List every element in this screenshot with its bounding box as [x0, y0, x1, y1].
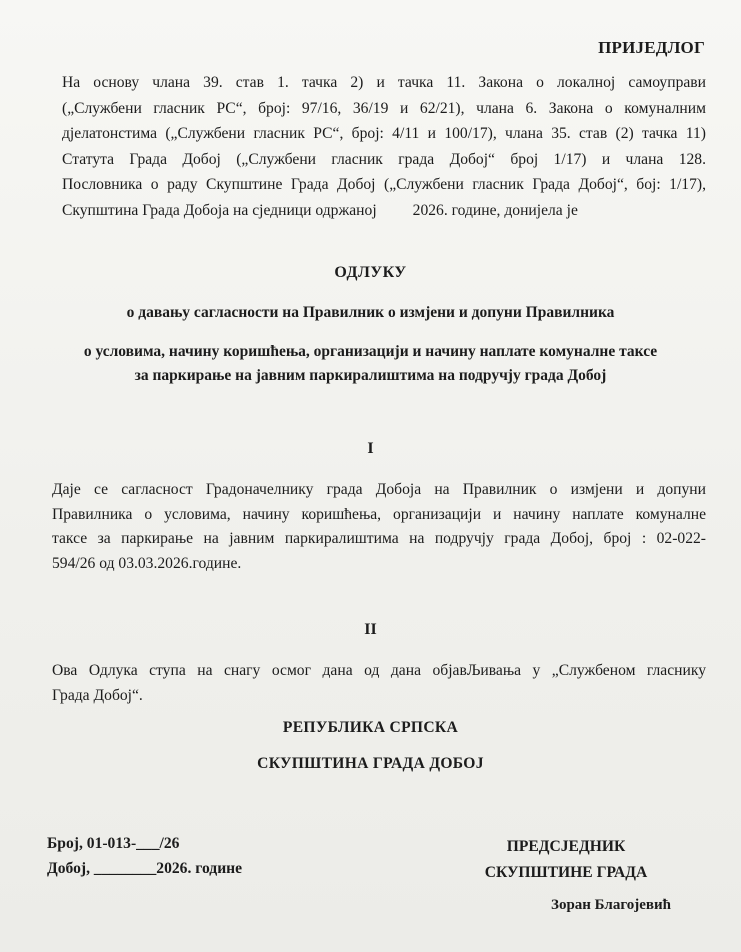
section-1-text	[52, 478, 706, 576]
decision-title: ОДЛУКУ	[334, 264, 407, 281]
reference-number: Број, 01-013-___/26	[47, 835, 180, 852]
section-2-line: Града Добој“.	[52, 686, 143, 704]
signer-name: Зоран Благојевић	[551, 897, 671, 913]
section-2-line: Ова Одлука ступа на снагу осмог дана од дана објавЉивања у „Службеном гласнику	[52, 662, 706, 679]
preamble-last-part-a: Скупштина Града Добоја на сједници одржаној	[62, 201, 377, 219]
president-title-1: ПРЕДСЈЕДНИК	[506, 838, 626, 855]
preamble-last-line	[62, 198, 706, 224]
decision-subtitle-1: о давању сагласности на Правилник о измјени и допуни Правилника	[126, 304, 615, 321]
preamble-line: дјелатонстима („Службени гласник РС“, број: 4/11 и 100/17), члана 35. став (2) тачка 11)	[62, 125, 706, 142]
proposal-label: ПРИЈЕДЛОГ	[598, 38, 705, 57]
preamble-line: („Службени гласник РС“, број: 97/16, 36/19 и 62/21), члана 6. Закона о комуналним	[62, 99, 706, 117]
preamble-last-part-b: 2026. године, донијела је	[412, 201, 578, 219]
reference-date: Добој, ________2026. године	[47, 860, 243, 877]
signature-block	[451, 834, 681, 918]
decision-subtitle-line-2: о условима, начину коришћења, организацији и начину наплате комуналне таксе	[83, 343, 658, 360]
section-1-number: I	[367, 440, 374, 457]
section-2-number: II	[364, 621, 377, 638]
section-1-line: Даје се сагласност Градоначелнику града Добоја на Правилник о измјени и допуни	[52, 481, 706, 498]
republic-heading: РЕПУБЛИКА СРПСКА	[282, 719, 459, 736]
president-title-2: СКУПШТИНЕ ГРАДА	[484, 864, 648, 881]
assembly-heading: СКУПШТИНА ГРАДА ДОБОЈ	[257, 755, 484, 772]
reference-block	[47, 831, 242, 881]
preamble-paragraph	[62, 70, 706, 223]
section-1-line: Правилника о условима, начину коришћења, организацији и начину наплате комуналне	[52, 505, 706, 523]
decision-subtitle-line-3: за паркирање на јавним паркиралиштима на подручју града Добој	[134, 367, 607, 384]
preamble-line: Статута Града Добој („Службени гласник града Добој“ број 1/17) и члана 128.	[62, 150, 706, 168]
section-1-line: таксе за паркирање на јавним паркиралиштима на подручју града Добој, број : 02-022-	[52, 530, 706, 547]
section-2-text	[52, 659, 706, 708]
section-1-line: 594/26 од 03.03.2026.године.	[52, 554, 242, 572]
preamble-line: На основу члана 39. став 1. тачка 2) и тачка 11. Закона о локалној самоуправи	[62, 74, 706, 91]
preamble-line: Пословника о раду Скупштине Града Добој („Службени гласник Града Добој“, бој: 1/17),	[62, 176, 706, 193]
decision-subtitle-2	[0, 340, 741, 388]
